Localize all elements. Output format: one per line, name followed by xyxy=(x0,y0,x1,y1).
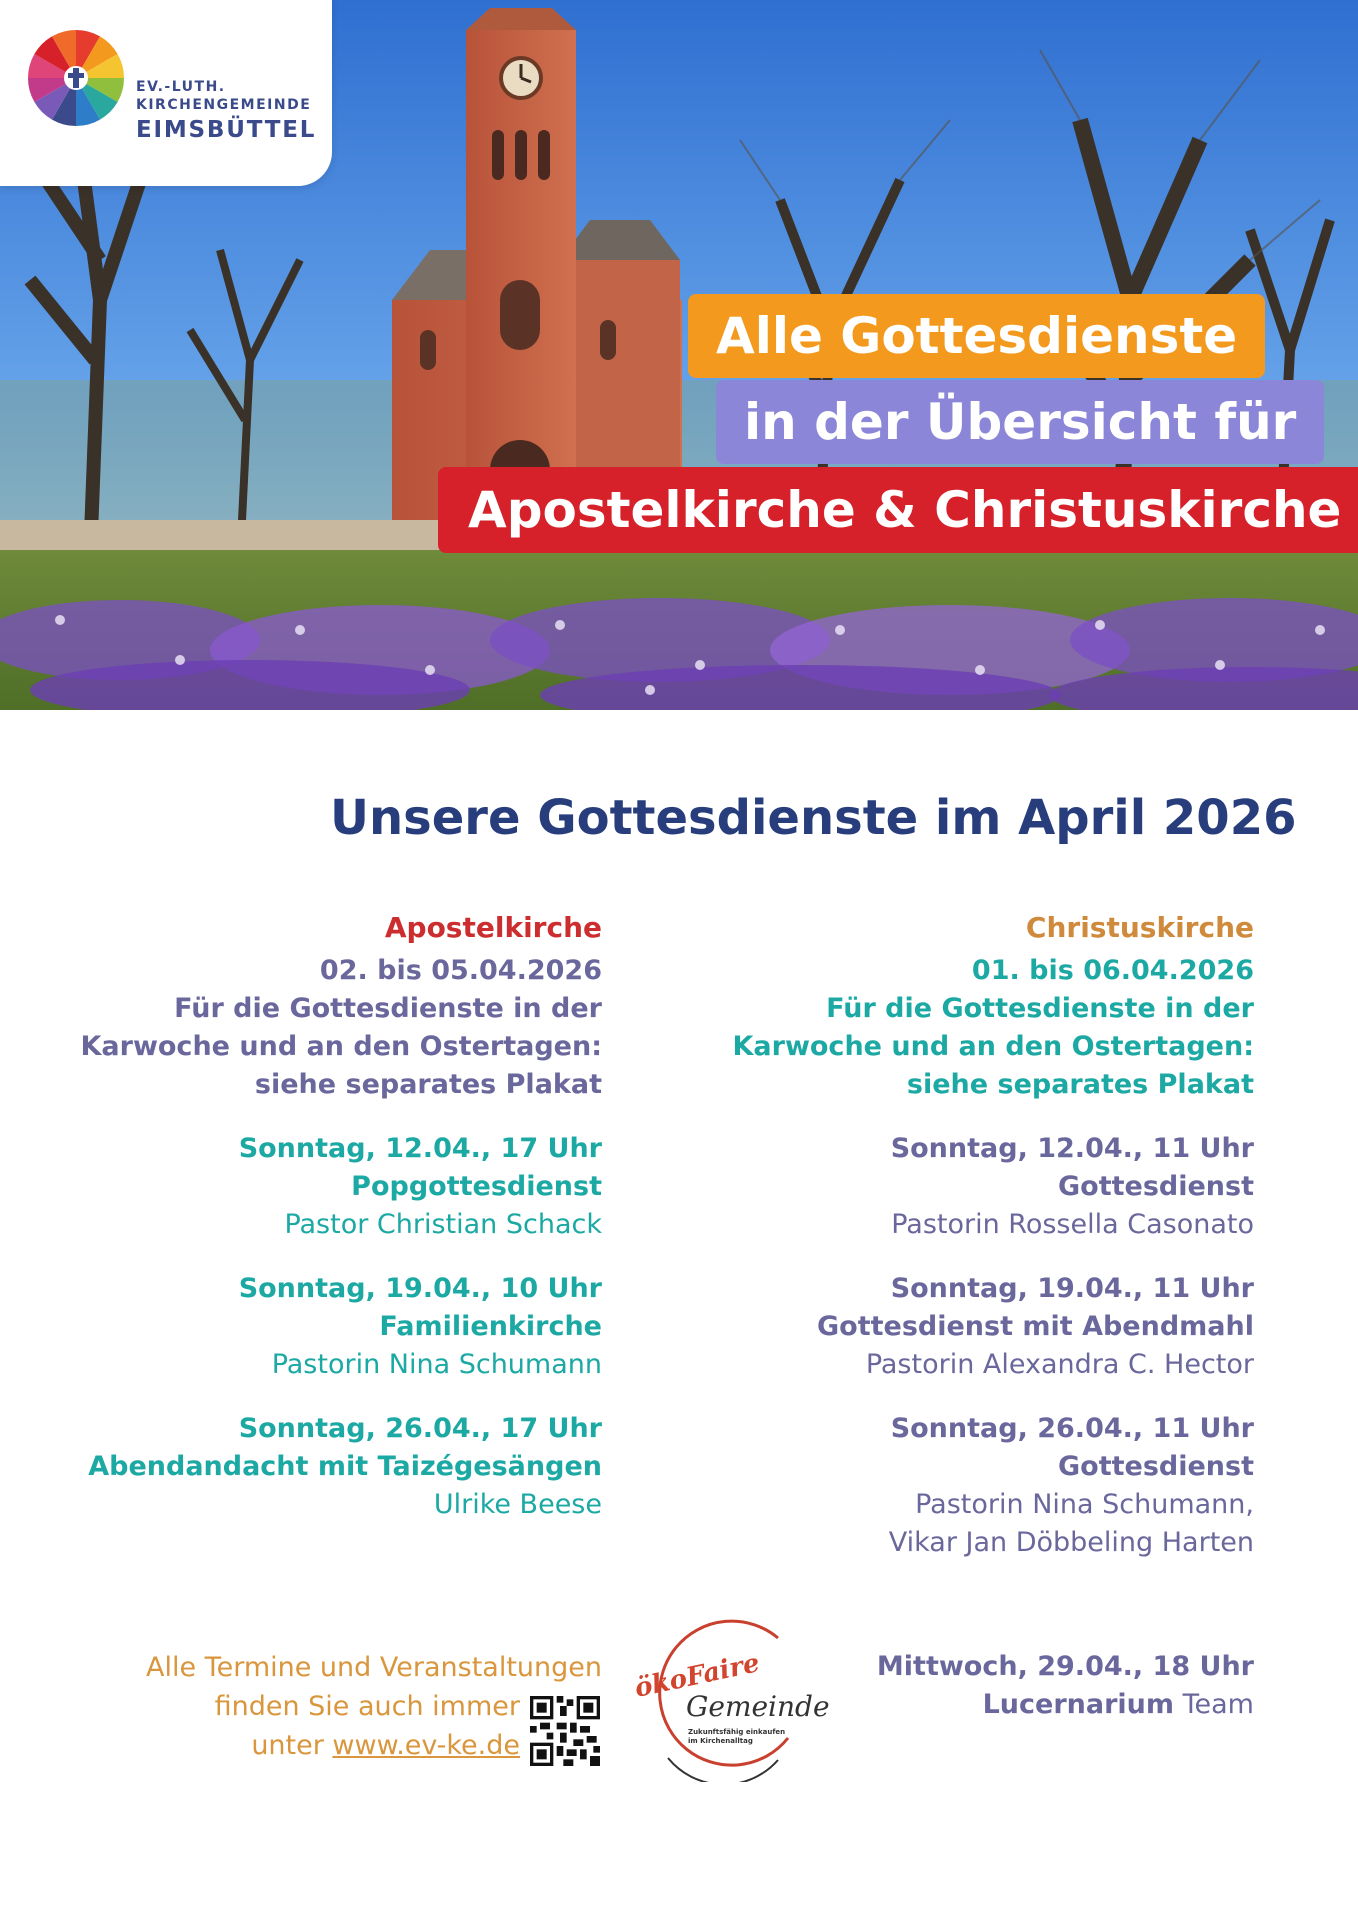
service-officiant: Pastorin Rossella Casonato xyxy=(891,1209,1254,1240)
info-prefix: unter xyxy=(251,1730,333,1761)
christus-holiday-block xyxy=(694,952,1254,1104)
qr-code-icon[interactable] xyxy=(530,1696,600,1766)
christus-extra-service xyxy=(694,1648,1254,1724)
christus-holiday-dates: 01. bis 06.04.2026 xyxy=(971,955,1254,986)
logo-line-1: EV.-LUTH. xyxy=(136,79,226,95)
logo-text xyxy=(136,78,316,146)
service-officiant: Pastorin Nina Schumann, xyxy=(915,1489,1254,1520)
service-time: Mittwoch, 29.04., 18 Uhr xyxy=(876,1651,1254,1682)
apostel-holiday-line-3: siehe separates Plakat xyxy=(254,1069,602,1100)
service-title: Popgottesdienst xyxy=(351,1171,602,1202)
service-time: Sonntag, 19.04., 11 Uhr xyxy=(890,1273,1254,1304)
banner-kirchen: Apostelkirche & Christuskirche xyxy=(438,467,1358,553)
service-time: Sonntag, 19.04., 10 Uhr xyxy=(238,1273,602,1304)
info-line-1: Alle Termine und Veranstaltungen xyxy=(146,1652,602,1683)
logo-line-2: KIRCHENGEMEINDE xyxy=(136,97,312,114)
page-title: Unsere Gottesdienste im April 2026 xyxy=(330,790,1297,846)
service-time: Sonntag, 12.04., 11 Uhr xyxy=(890,1133,1254,1164)
apostel-holiday-line-2: Karwoche und an den Ostertagen: xyxy=(80,1031,602,1062)
info-line-3 xyxy=(62,1726,602,1765)
service-officiant: Pastorin Nina Schumann xyxy=(271,1349,602,1380)
christus-service-1 xyxy=(694,1130,1254,1244)
church-logo-icon xyxy=(26,28,126,128)
banner-alle-gottesdienste: Alle Gottesdienste xyxy=(688,294,1265,378)
christus-holiday-line-1: Für die Gottesdienste in der xyxy=(826,993,1254,1024)
okofaire-word-1: ökoFaire xyxy=(632,1648,763,1704)
website-link[interactable]: www.ev-ke.de xyxy=(332,1730,520,1761)
logo-card[interactable] xyxy=(0,0,332,186)
service-title: Familienkirche xyxy=(379,1311,602,1342)
okofaire-word-2: Gemeinde xyxy=(686,1690,830,1723)
service-title: Lucernarium xyxy=(982,1689,1175,1720)
logo-line-3: EIMSBÜTTEL xyxy=(136,117,317,144)
apostel-service-2 xyxy=(42,1270,602,1384)
service-title: Abendandacht mit Taizégesängen xyxy=(88,1451,602,1482)
apostel-holiday-line-1: Für die Gottesdienste in der xyxy=(174,993,602,1024)
info-text xyxy=(62,1648,602,1765)
service-officiant: Vikar Jan Döbbeling Harten xyxy=(888,1527,1254,1558)
banner-uebersicht: in der Übersicht für xyxy=(716,380,1324,464)
service-time: Sonntag, 12.04., 17 Uhr xyxy=(238,1133,602,1164)
service-title: Gottesdienst xyxy=(1057,1451,1254,1482)
service-title: Gottesdienst mit Abendmahl xyxy=(816,1311,1254,1342)
apostel-holiday-dates: 02. bis 05.04.2026 xyxy=(319,955,602,986)
apostelkirche-column xyxy=(42,908,602,1524)
service-time: Sonntag, 26.04., 11 Uhr xyxy=(890,1413,1254,1444)
okofaire-tagline-1: Zukunftsfähig einkaufen xyxy=(688,1728,786,1736)
service-officiant: Team xyxy=(1182,1689,1254,1720)
service-officiant: Pastorin Alexandra C. Hector xyxy=(865,1349,1254,1380)
apostel-service-3 xyxy=(42,1410,602,1524)
apostel-service-1 xyxy=(42,1130,602,1244)
christus-service-3 xyxy=(694,1410,1254,1562)
christuskirche-column xyxy=(694,908,1254,1562)
service-time: Sonntag, 26.04., 17 Uhr xyxy=(238,1413,602,1444)
service-officiant: Ulrike Beese xyxy=(433,1489,602,1520)
christus-service-2 xyxy=(694,1270,1254,1384)
info-line-2: finden Sie auch immer xyxy=(214,1691,520,1722)
service-officiant: Pastor Christian Schack xyxy=(284,1209,602,1240)
christuskirche-heading: Christuskirche xyxy=(1025,911,1254,944)
crocus-field xyxy=(0,598,1358,710)
service-title: Gottesdienst xyxy=(1057,1171,1254,1202)
service-title-line xyxy=(694,1686,1254,1724)
okofaire-tagline-2: im Kirchenalltag xyxy=(688,1737,753,1745)
christus-holiday-line-2: Karwoche und an den Ostertagen: xyxy=(732,1031,1254,1062)
apostel-holiday-block xyxy=(42,952,602,1104)
apostelkirche-heading: Apostelkirche xyxy=(384,911,602,944)
christus-holiday-line-3: siehe separates Plakat xyxy=(906,1069,1254,1100)
hero-image xyxy=(0,0,1358,710)
